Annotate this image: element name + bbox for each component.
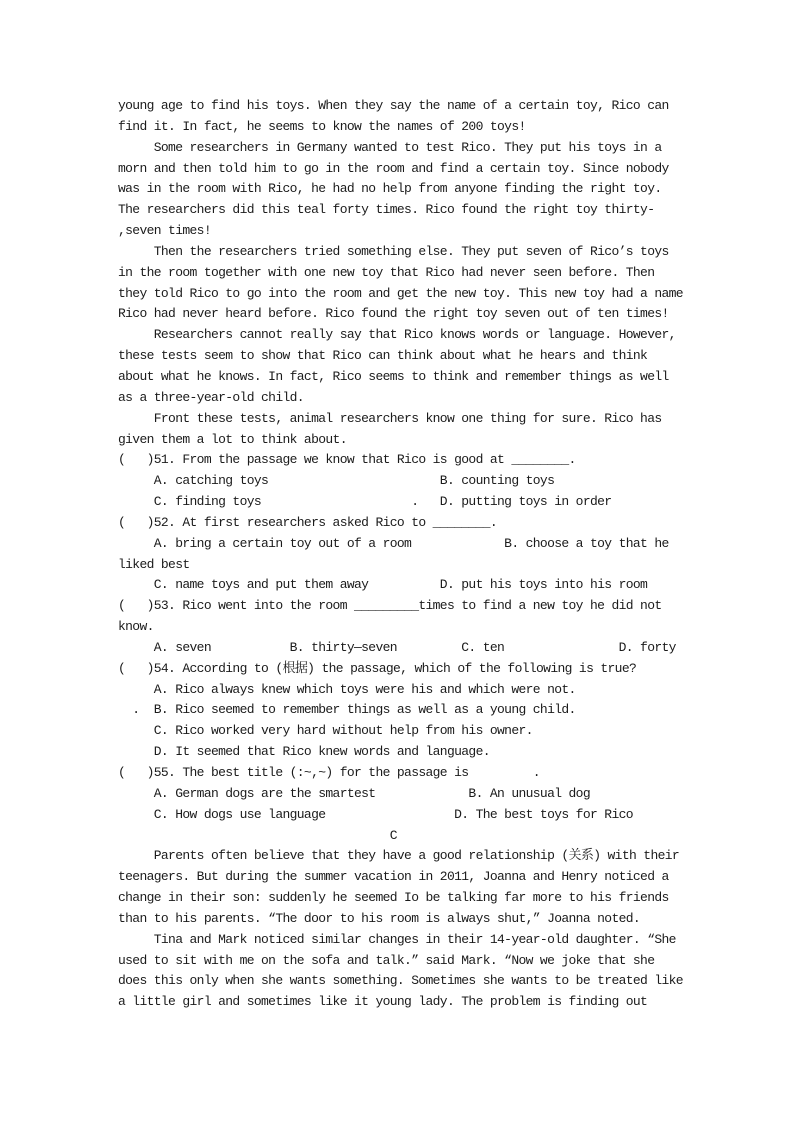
passage-line: find it. In fact, he seems to know the names of 200 toys!	[118, 118, 526, 134]
passage-line: young age to find his toys. When they say the name of a certain toy, Rico can	[118, 98, 669, 113]
passage-line: The researchers did this teal forty times. Rico found the right toy thirty-	[118, 202, 655, 218]
passage-c-line: teenagers. But during the summer vacation in 2011, Joanna and Henry noticed a	[118, 869, 669, 885]
passage-line: as a three-year-old child.	[118, 389, 304, 405]
question-52-options-cd: C. name toys and put them away D. put his toys into his room	[118, 577, 648, 593]
passage-c-line: does this only when she wants something. Sometimes she wants to be treated like	[118, 973, 683, 989]
passage-c-line: a little girl and sometimes like it young lady. The problem is finding out	[118, 994, 648, 1010]
passage-c-line: Tina and Mark noticed similar changes in their 14-year-old daughter. “She	[118, 931, 676, 947]
passage-c-line: Parents often believe that they have a good relationship (关系) with their	[118, 848, 680, 864]
question-54-option-c: C. Rico worked very hard without help from his owner.	[118, 723, 533, 739]
question-54-option-b: . B. Rico seemed to remember things as well as a young child.	[118, 702, 576, 718]
question-53-line: ( )53. Rico went into the room _________times to find a new toy he did not	[118, 598, 662, 614]
passage-line: Then the researchers tried something else. They put seven of Rico’s toys	[118, 243, 669, 259]
passage-line: these tests seem to show that Rico can think about what he hears and think	[118, 348, 648, 364]
passage-line: they told Rico to go into the room and get the new toy. This new toy had a name	[118, 285, 683, 301]
question-51-options-ab: A. catching toys B. counting toys	[118, 473, 555, 489]
passage-line: was in the room with Rico, he had no help from anyone finding the right toy.	[118, 181, 662, 197]
passage-c-line: than to his parents. “The door to his room is always shut,” Joanna noted.	[118, 910, 641, 926]
question-54-line: ( )54. According to (根据) the passage, which of the following is true?	[118, 660, 637, 676]
passage-line: about what he knows. In fact, Rico seems to think and remember things as well	[118, 368, 669, 384]
passage-line: Front these tests, animal researchers know one thing for sure. Rico has	[118, 410, 662, 426]
question-51-line: ( )51. From the passage we know that Rico is good at ________.	[118, 452, 576, 468]
question-51-options-cd: C. finding toys . D. putting toys in order	[118, 494, 612, 510]
question-54-option-a: A. Rico always knew which toys were his and which were not.	[118, 681, 576, 697]
passage-line: Rico had never heard before. Rico found the right toy seven out of ten times!	[118, 306, 669, 322]
question-55-options-cd: C. How dogs use language D. The best toys for Rico	[118, 806, 633, 822]
passage-c-line: used to sit with me on the sofa and talk.” said Mark. “Now we joke that she	[118, 952, 655, 968]
passage-line: in the room together with one new toy that Rico had never seen before. Then	[118, 264, 655, 280]
question-53-options: A. seven B. thirty—seven C. ten D. forty	[118, 639, 676, 655]
question-52-options-ab: A. bring a certain toy out of a room B. choose a toy that he	[118, 535, 669, 551]
passage-c-line: change in their son: suddenly he seemed Io be talking far more to his friends	[118, 890, 669, 906]
passage-line: Researchers cannot really say that Rico knows words or language. However,	[118, 327, 676, 343]
question-53-line-continued: know.	[118, 619, 154, 635]
passage-line: morn and then told him to go in the room and find a certain toy. Since nobody	[118, 160, 669, 176]
section-label-c: C	[118, 827, 397, 843]
passage-line: given them a lot to think about.	[118, 431, 347, 447]
passage-line: ,seven times!	[118, 223, 211, 239]
question-52-line: ( )52. At first researchers asked Rico to ________.	[118, 514, 498, 530]
passage-line: Some researchers in Germany wanted to test Rico. They put his toys in a	[118, 139, 662, 155]
question-52-option-b-continued: liked best	[118, 556, 190, 572]
question-55-line: ( )55. The best title (:~,~) for the passage is .	[118, 765, 540, 780]
question-54-option-d: D. It seemed that Rico knew words and language.	[118, 744, 490, 760]
question-55-options-ab: A. German dogs are the smartest B. An unusual dog	[118, 785, 590, 801]
